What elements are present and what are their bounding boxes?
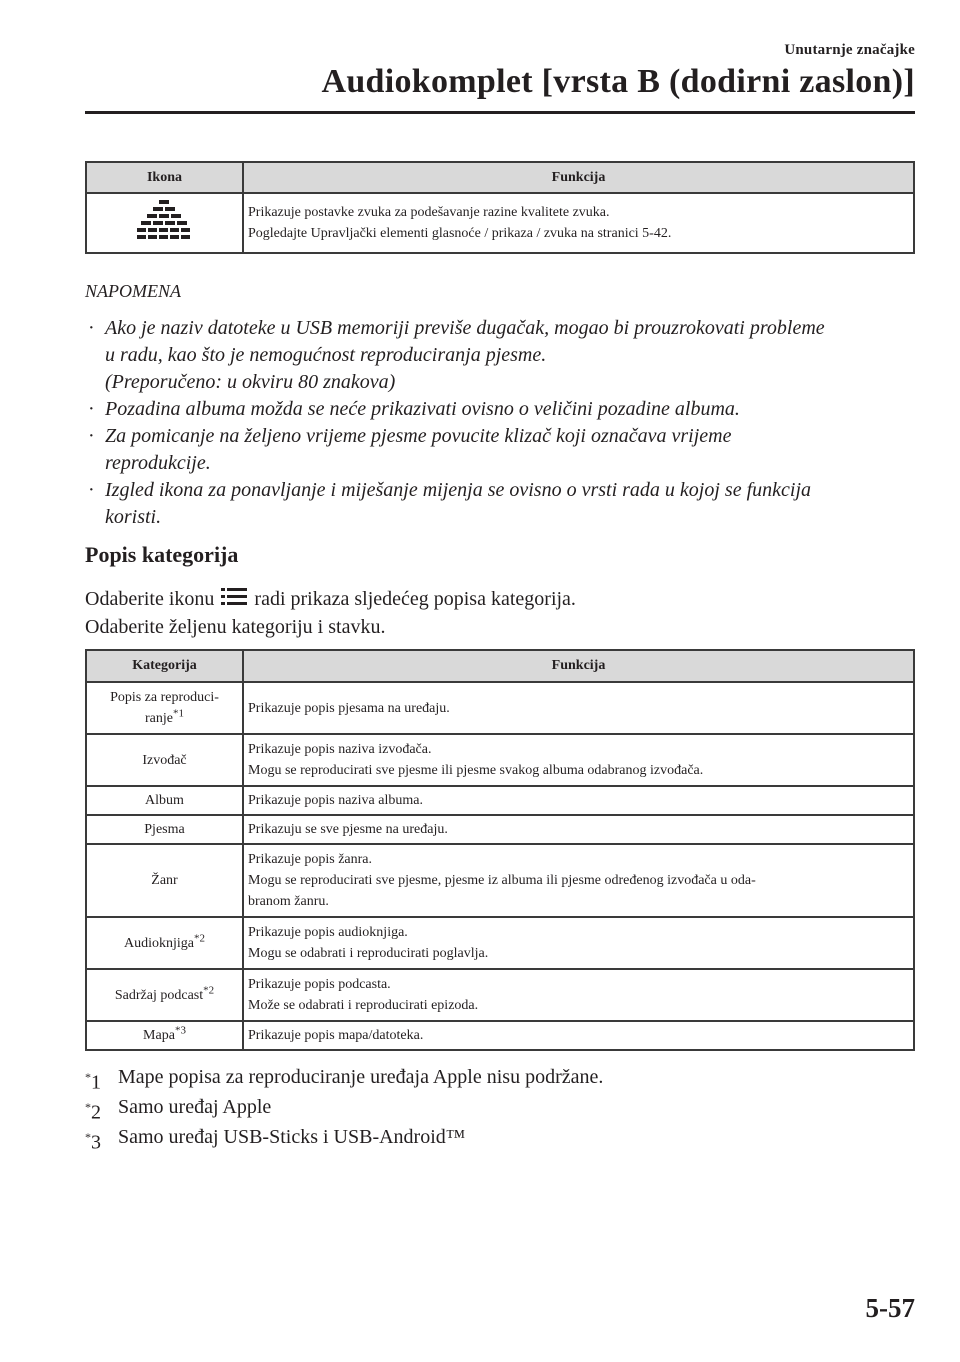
function-text: Prikazuje popis naziva izvođača. bbox=[248, 742, 432, 757]
table-row bbox=[86, 193, 914, 253]
function-text: Prikazuje popis naziva albuma. bbox=[248, 793, 423, 808]
function-text: Mogu se odabrati i reproducirati poglavlja. bbox=[248, 946, 489, 961]
category-text: Audioknjiga bbox=[124, 935, 194, 951]
table-row bbox=[86, 786, 914, 815]
footnote-number: 3 bbox=[91, 1131, 101, 1154]
page-number: 5-57 bbox=[865, 1293, 915, 1323]
category-text: Izvođač bbox=[142, 752, 187, 768]
bullet: · bbox=[88, 398, 95, 420]
note-line: reprodukcije. bbox=[105, 452, 211, 474]
table-row bbox=[86, 734, 914, 786]
footnote-ref: *1 bbox=[172, 707, 184, 720]
function-cell bbox=[243, 815, 914, 844]
function-text: Prikazuju se sve pjesme na uređaju. bbox=[248, 822, 448, 837]
function-text: Prikazuje popis žanra. bbox=[248, 852, 373, 867]
category-text: Žanr bbox=[151, 873, 178, 888]
bullet: · bbox=[88, 425, 95, 447]
footnote-ref: *2 bbox=[203, 983, 215, 996]
page-title: Audiokomplet [vrsta B (dodirni zaslon)] bbox=[321, 63, 915, 100]
footnote-star: * bbox=[85, 1130, 91, 1144]
table-row bbox=[86, 917, 914, 969]
equalizer-icon bbox=[137, 200, 193, 240]
function-text: branom žanru. bbox=[248, 894, 329, 909]
table-header-row bbox=[86, 650, 914, 682]
category-text: Pjesma bbox=[144, 822, 185, 837]
bullet: · bbox=[88, 317, 95, 339]
intro-text-part: Odaberite ikonu bbox=[85, 588, 215, 610]
section-label: Unutarnje značajke bbox=[784, 42, 915, 58]
footnote-text: Samo uređaj Apple bbox=[118, 1096, 272, 1118]
category-text: Album bbox=[145, 793, 184, 808]
footnote-text: Samo uređaj USB-Sticks i USB-Android™ bbox=[118, 1126, 466, 1148]
category-table bbox=[85, 649, 915, 1051]
category-text: ranje bbox=[145, 711, 173, 726]
function-text: Mogu se reproducirati sve pjesme, pjesme iz albuma ili pjesme određenog izvođača u oda- bbox=[248, 873, 756, 888]
footnote-star: * bbox=[85, 1100, 91, 1114]
function-text: Prikazuje popis audioknjiga. bbox=[248, 925, 408, 940]
table-row bbox=[86, 682, 914, 734]
footnote-ref: *2 bbox=[194, 931, 205, 944]
category-cell bbox=[86, 734, 243, 786]
note-line: u radu, kao što je nemogućnost reproduciranja pjesme. bbox=[105, 344, 547, 366]
category-text: Sadržaj podcast bbox=[114, 987, 204, 1003]
function-cell bbox=[243, 786, 914, 815]
category-cell bbox=[86, 1021, 243, 1050]
note-list bbox=[85, 315, 915, 531]
footnote-number: 1 bbox=[91, 1071, 101, 1094]
note-item bbox=[85, 477, 915, 531]
note-title: NAPOMENA bbox=[85, 281, 181, 301]
footnote bbox=[85, 1122, 603, 1152]
note-line: Pozadina albuma možda se neće prikazivati ovisno o veličini pozadine albuma. bbox=[105, 398, 740, 420]
footnote-text: Mape popisa za reproduciranje uređaja Apple nisu podržane. bbox=[118, 1066, 604, 1088]
note-item bbox=[85, 315, 915, 396]
page-header bbox=[321, 42, 915, 101]
note-item bbox=[85, 423, 915, 477]
footnote-mark bbox=[85, 1122, 101, 1158]
function-text: Mogu se reproducirati sve pjesme ili pjesme svakog albuma odabranog izvođača. bbox=[248, 763, 704, 778]
category-cell bbox=[86, 917, 243, 969]
footnotes bbox=[85, 1062, 603, 1152]
intro-text bbox=[85, 585, 576, 641]
note-line: koristi. bbox=[105, 506, 162, 528]
function-text: Pogledajte Upravljački elementi glasnoće / prikaza / zvuka na stranici 5-42. bbox=[248, 226, 672, 241]
function-cell bbox=[243, 682, 914, 734]
note-line: Izgled ikona za ponavljanje i miješanje mijenja se ovisno o vrsti rada u kojoj se funkcija bbox=[105, 479, 812, 501]
intro-text-part: radi prikaza sljedećeg popisa kategorija. bbox=[254, 588, 576, 610]
category-cell bbox=[86, 682, 243, 734]
table-row bbox=[86, 844, 914, 917]
note-line: Ako je naziv datoteke u USB memoriji previše dugačak, mogao bi prouzrokovati probleme bbox=[105, 317, 825, 339]
icon-cell bbox=[86, 193, 243, 253]
category-cell bbox=[86, 786, 243, 815]
category-text: Popis za reproduci- bbox=[110, 690, 219, 705]
function-text: Može se odabrati i reproducirati epizoda. bbox=[248, 998, 479, 1013]
function-cell bbox=[243, 917, 914, 969]
footnote bbox=[85, 1092, 603, 1122]
list-icon bbox=[221, 587, 247, 607]
function-cell bbox=[243, 969, 914, 1021]
icon-table bbox=[85, 161, 915, 254]
footnote-number: 2 bbox=[91, 1101, 101, 1124]
col-header-function: Funkcija bbox=[243, 162, 914, 193]
col-header-icon: Ikona bbox=[86, 162, 243, 193]
note-item bbox=[85, 396, 915, 423]
col-header-category: Kategorija bbox=[86, 650, 243, 682]
table-header-row bbox=[86, 162, 914, 193]
function-cell bbox=[243, 1021, 914, 1050]
category-cell bbox=[86, 969, 243, 1021]
note-line: (Preporučeno: u okviru 80 znakova) bbox=[105, 371, 396, 393]
table-row bbox=[86, 969, 914, 1021]
category-cell bbox=[86, 815, 243, 844]
intro-text-line: Odaberite željenu kategoriju i stavku. bbox=[85, 616, 386, 638]
bullet: · bbox=[88, 479, 95, 501]
footnote-star: * bbox=[85, 1070, 91, 1084]
section-heading: Popis kategorija bbox=[85, 542, 239, 567]
footnote-ref: *3 bbox=[174, 1024, 186, 1037]
header-rule bbox=[85, 111, 915, 114]
function-cell bbox=[243, 844, 914, 917]
footnote bbox=[85, 1062, 603, 1092]
function-cell bbox=[243, 734, 914, 786]
function-text: Prikazuje popis pjesama na uređaju. bbox=[248, 700, 450, 716]
function-cell bbox=[243, 193, 914, 253]
col-header-function: Funkcija bbox=[243, 650, 914, 682]
table-row bbox=[86, 1021, 914, 1050]
function-text: Prikazuje postavke zvuka za podešavanje razine kvalitete zvuka. bbox=[248, 205, 610, 220]
category-text: Mapa bbox=[143, 1028, 175, 1043]
table-row bbox=[86, 815, 914, 844]
note-line: Za pomicanje na željeno vrijeme pjesme povucite klizač koji označava vrijeme bbox=[105, 425, 732, 447]
category-cell bbox=[86, 844, 243, 917]
function-text: Prikazuje popis mapa/datoteka. bbox=[248, 1028, 424, 1043]
function-text: Prikazuje popis podcasta. bbox=[248, 977, 391, 992]
